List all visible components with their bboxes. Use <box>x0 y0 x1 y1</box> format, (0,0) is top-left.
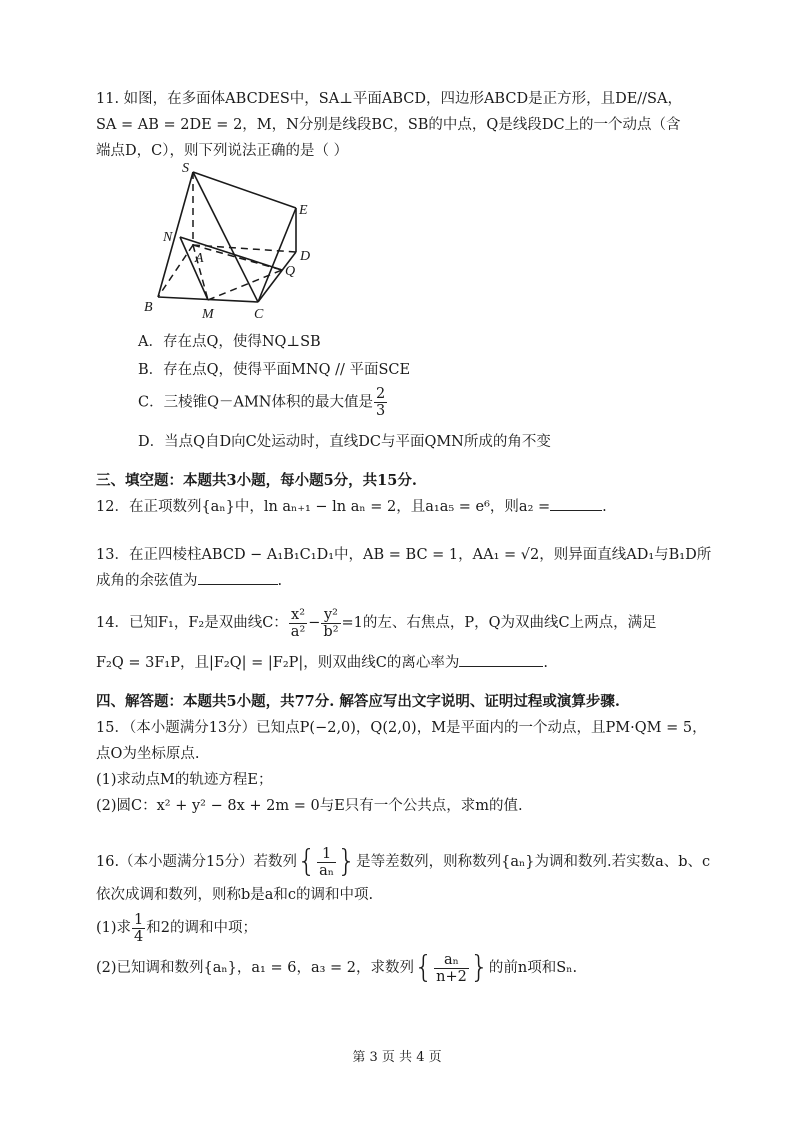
q13-answer-blank <box>198 568 278 585</box>
q16-line-2: 依次成调和数列，则称b是a和c的调和中项. <box>96 887 374 903</box>
q15-part-2: (2)圆C：x² + y² − 8x + 2m = 0与E只有一个公共点，求m的值. <box>96 798 523 814</box>
right-brace: } <box>469 950 489 985</box>
q11-line-3: 端点D，C），则下列说法正确的是（ ） <box>96 143 349 159</box>
q11-option-c <box>138 386 388 419</box>
q12-answer-blank <box>550 494 602 511</box>
q15-line-2: 点O为坐标原点. <box>96 746 200 762</box>
q11-option-d: D．当点Q自D向C处运动时，直线DC与平面QMN所成的角不变 <box>138 434 551 450</box>
q14-line-2: F₂Q = 3F₁P，且|F₂Q| = |F₂P|，则双曲线C的离心率为 . <box>96 646 756 672</box>
q15-part-1: (1)求动点M的轨迹方程E； <box>96 772 273 788</box>
q14-line-1: 14．已知F₁，F₂是双曲线C： $\frac{\text{x²}}{\text{a²}}$ − $\frac{\text{y²}}{\text{b²}}$ =1的左、右焦点，P，Q为双曲线C上两点，满足 <box>96 606 657 640</box>
question-15 <box>96 715 756 819</box>
left-brace: { <box>414 950 434 985</box>
q12-text: 12．在正项数列{aₙ}中，ln aₙ₊₁ − ln aₙ = 2，且a₁a₅ = e⁶，则a₂ = <box>96 499 551 515</box>
left-brace: { <box>297 844 317 879</box>
edge-ce <box>258 208 296 302</box>
question-12: 12．在正项数列{aₙ}中，ln aₙ₊₁ − ln aₙ = 2，且a₁a₅ = e⁶，则a₂ = . <box>96 494 756 520</box>
fraction-y2-b2: $\frac{\text{y²}}{\text{b²}}$ <box>323 606 339 640</box>
label-c: C <box>254 307 264 322</box>
q11-option-a: A．存在点Q，使得NQ⊥SB <box>138 334 321 350</box>
fraction-one-quarter: $\frac{1}{4}$ <box>134 911 144 945</box>
q13-line-2: 成角的余弦值为 . <box>96 568 756 594</box>
q11-line-2: SA = AB = 2DE = 2，M，N分别是线段BC，SB的中点，Q是线段DC上的一个动点（含 <box>96 117 681 133</box>
label-s: S <box>182 161 189 176</box>
q11-line-1: 11. 如图，在多面体ABCDES中，SA⊥平面ABCD，四边形ABCD是正方形，且DE//SA， <box>96 91 682 107</box>
label-d: D <box>300 249 311 264</box>
question-14 <box>96 606 756 672</box>
right-brace: } <box>337 844 357 879</box>
q11-option-b: B．存在点Q，使得平面MNQ // 平面SCE <box>138 362 411 378</box>
label-b: B <box>144 300 153 315</box>
edge-aq-hidden <box>193 245 282 270</box>
section-4-heading: 四、解答题：本题共5小题，共77分. 解答应写出文字说明、证明过程或演算步骤. <box>96 693 620 710</box>
fraction-an-over-n2: $\frac{\text{aₙ}}{n+2}$ <box>436 951 467 985</box>
page-footer: 第 3 页 共 4 页 <box>352 1050 442 1065</box>
section-3-heading: 三、填空题：本题共3小题，每小题5分，共15分. <box>96 472 417 489</box>
q13-line-1: 13．在正四棱柱ABCD − A₁B₁C₁D₁中，AB = BC = 1，AA₁ = √2，则异面直线AD₁与B₁D所 <box>96 547 712 563</box>
q16-part-1: (1)求 $\frac{1}{4}$ 和2的调和中项； <box>96 911 258 945</box>
polyhedron-figure <box>130 155 330 325</box>
label-m: M <box>202 307 214 322</box>
question-13 <box>96 542 756 594</box>
question-16 <box>96 842 756 988</box>
fraction-two-thirds: $\frac{2}{3}$ <box>376 386 386 419</box>
q15-line-1: 15．（本小题满分13分）已知点P(−2,0)，Q(2,0)，M是平面内的一个动点，且PM·QM = 5， <box>96 720 707 736</box>
q16-line-1: 16.（本小题满分15分）若数列{ $\frac{1}{\text{aₙ}}$ }是等差数列，则称数列{aₙ}为调和数列.若实数a、b、c <box>96 844 711 879</box>
label-n: N <box>163 230 173 245</box>
q14-answer-blank <box>459 650 543 667</box>
label-a: A <box>195 251 204 266</box>
q11-option-c-text: C．三棱锥Q－AMN体积的最大值是 <box>138 394 373 411</box>
fraction-x2-a2: $\frac{\text{x²}}{\text{a²}}$ <box>290 606 306 640</box>
fraction-1-over-an: $\frac{1}{\text{aₙ}}$ <box>319 845 335 879</box>
question-11 <box>96 86 756 164</box>
q16-part-2: (2)已知调和数列{aₙ}，a₁ = 6，a₃ = 2，求数列{ $\frac{\text{aₙ}}{n+2}$ }的前n项和Sₙ. <box>96 950 578 985</box>
label-q: Q <box>285 264 296 279</box>
label-e: E <box>299 203 308 218</box>
